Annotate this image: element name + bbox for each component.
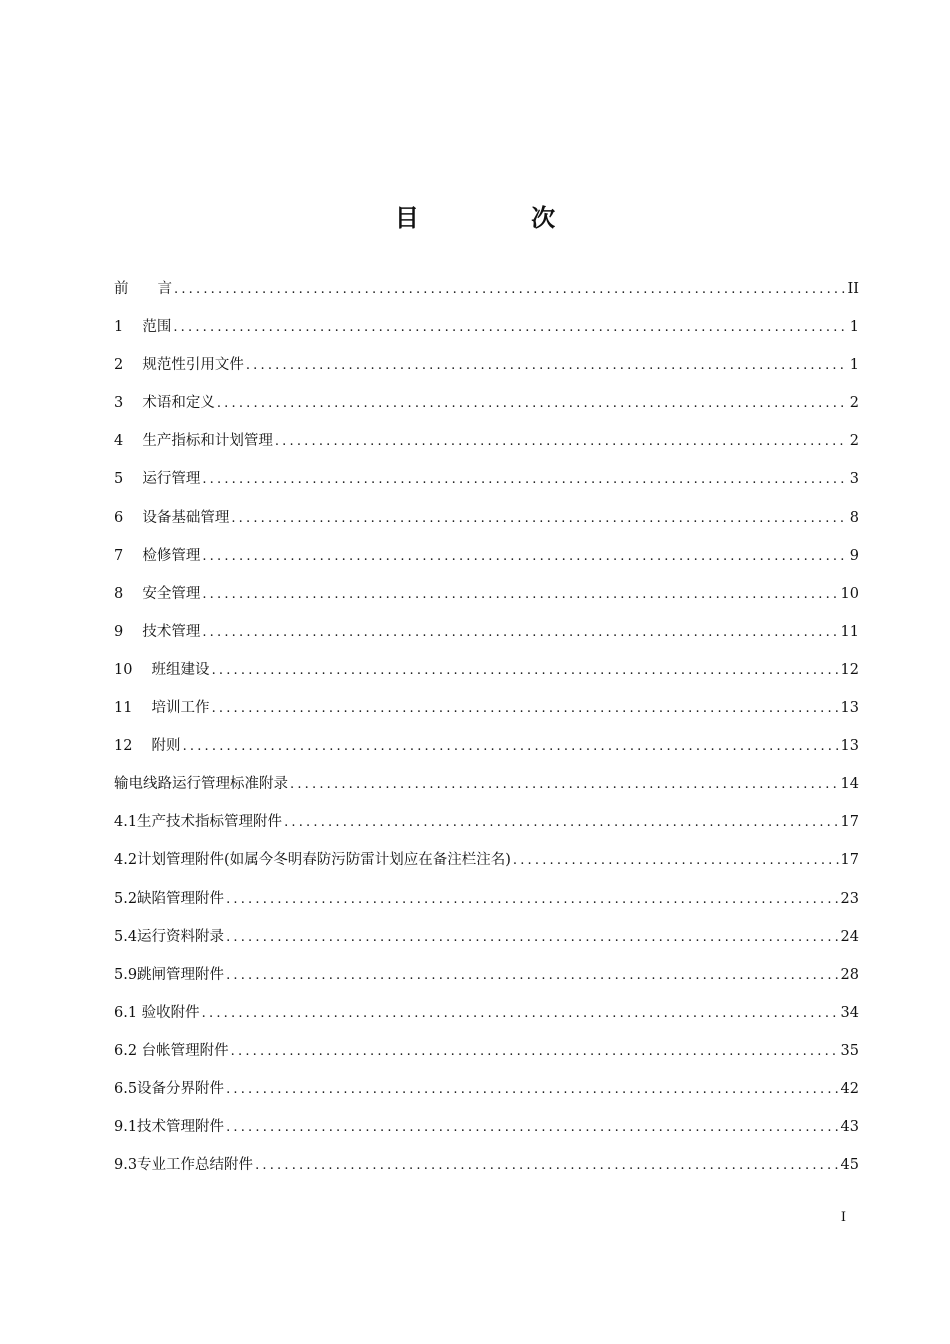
toc-entry-label: 6.2 台帐管理附件: [114, 1042, 229, 1059]
toc-leader-dots: [202, 544, 847, 570]
toc-entry[interactable]: [114, 543, 859, 581]
toc-entry[interactable]: [114, 886, 859, 924]
toc-leader-dots: [226, 925, 838, 951]
toc-entry[interactable]: [114, 505, 859, 543]
toc-entry-page: 12: [840, 661, 859, 678]
toc-entry-page: 28: [840, 966, 859, 983]
toc-entry-page: 8: [849, 509, 859, 526]
toc-leader-dots: [202, 620, 838, 646]
toc-entry-label: 1 范围: [114, 319, 172, 336]
toc-entry[interactable]: [114, 771, 859, 809]
toc-entry[interactable]: [114, 1000, 859, 1038]
toc-entry[interactable]: [114, 1152, 859, 1190]
toc-entry-page: 23: [840, 890, 859, 907]
toc-entry-page: 1: [849, 319, 859, 336]
toc-leader-dots: [226, 887, 838, 913]
toc-leader-dots: [226, 963, 838, 989]
toc-entry[interactable]: [114, 924, 859, 962]
toc-entry[interactable]: [114, 1076, 859, 1114]
toc-entry[interactable]: [114, 657, 859, 695]
toc-entry-label: 8 安全管理: [114, 585, 201, 602]
toc-entry-label: 4.1生产技术指标管理附件: [114, 814, 283, 831]
toc-entry-page: 10: [840, 585, 859, 602]
toc-leader-dots: [226, 1115, 838, 1141]
toc-entry-page: 35: [840, 1042, 859, 1059]
toc-entry-label: 7 检修管理: [114, 547, 201, 564]
toc-leader-dots: [202, 1001, 839, 1027]
toc-entry-label: 9.1技术管理附件: [114, 1119, 225, 1136]
toc-leader-dots: [202, 582, 838, 608]
toc-entry[interactable]: [114, 466, 859, 504]
toc-entry-page: 2: [849, 395, 859, 412]
toc-entry-page: 13: [840, 738, 859, 755]
toc-leader-dots: [246, 353, 848, 379]
toc-entry-page: 17: [840, 814, 859, 831]
toc-entry-label: 6.1 验收附件: [114, 1004, 200, 1021]
toc-entry-label: 4 生产指标和计划管理: [114, 433, 273, 450]
toc-entry[interactable]: [114, 1038, 859, 1076]
toc-entry-page: 3: [849, 471, 859, 488]
toc-entry-label: 4.2计划管理附件(如属今冬明春防污防雷计划应在备注栏注名): [114, 852, 511, 869]
toc-entry[interactable]: [114, 962, 859, 1000]
toc-entry-page: 2: [849, 433, 859, 450]
toc-entry-page: 34: [840, 1004, 859, 1021]
page-number: I: [840, 1210, 846, 1225]
toc-entry-label: 3 术语和定义: [114, 395, 215, 412]
page-title: 目 次: [394, 204, 608, 232]
toc-entry-page: 13: [840, 700, 859, 717]
toc-entry-label: 5 运行管理: [114, 471, 201, 488]
toc-entry-page: 14: [840, 776, 859, 793]
table-of-contents: [114, 276, 859, 1190]
toc-entry-label: 5.2缺陷管理附件: [114, 890, 225, 907]
toc-entry-page: 9: [849, 547, 859, 564]
toc-entry[interactable]: [114, 847, 859, 885]
toc-leader-dots: [275, 429, 848, 455]
toc-entry[interactable]: [114, 352, 859, 390]
toc-leader-dots: [290, 772, 839, 798]
toc-entry-label: 前 言: [114, 281, 172, 297]
toc-entry-page: 17: [840, 852, 859, 869]
toc-entry[interactable]: [114, 809, 859, 847]
toc-entry-label: 2 规范性引用文件: [114, 357, 244, 374]
toc-entry-page: II: [847, 281, 859, 297]
toc-leader-dots: [513, 848, 839, 874]
toc-leader-dots: [212, 696, 839, 722]
toc-leader-dots: [231, 506, 847, 532]
toc-entry-label: 5.4运行资料附录: [114, 928, 225, 945]
toc-entry[interactable]: [114, 733, 859, 771]
toc-entry[interactable]: [114, 314, 859, 352]
toc-entry[interactable]: [114, 581, 859, 619]
toc-entry-label: 6.5设备分界附件: [114, 1080, 225, 1097]
toc-entry-label: 11 培训工作: [114, 700, 210, 717]
toc-entry[interactable]: [114, 276, 859, 314]
toc-entry[interactable]: [114, 619, 859, 657]
toc-entry-label: 9.3专业工作总结附件: [114, 1157, 254, 1174]
toc-entry-page: 1: [849, 357, 859, 374]
toc-entry-label: 输电线路运行管理标准附录: [114, 776, 288, 793]
toc-entry-page: 43: [840, 1119, 859, 1136]
toc-entry-page: 24: [840, 928, 859, 945]
toc-entry-label: 9 技术管理: [114, 623, 201, 640]
toc-leader-dots: [255, 1153, 838, 1179]
toc-leader-dots: [174, 277, 846, 303]
toc-entry-label: 6 设备基础管理: [114, 509, 230, 526]
toc-entry[interactable]: [114, 695, 859, 733]
toc-leader-dots: [202, 467, 847, 493]
toc-entry-page: 11: [840, 623, 859, 640]
toc-entry-page: 42: [840, 1080, 859, 1097]
toc-leader-dots: [231, 1039, 839, 1065]
toc-entry-label: 5.9跳闸管理附件: [114, 966, 225, 983]
toc-entry[interactable]: [114, 428, 859, 466]
toc-leader-dots: [183, 734, 839, 760]
toc-leader-dots: [217, 391, 848, 417]
toc-entry-label: 12 附则: [114, 738, 181, 755]
toc-entry[interactable]: [114, 390, 859, 428]
toc-leader-dots: [284, 810, 838, 836]
toc-leader-dots: [226, 1077, 838, 1103]
toc-leader-dots: [212, 658, 839, 684]
toc-entry-label: 10 班组建设: [114, 661, 210, 678]
toc-leader-dots: [173, 315, 847, 341]
toc-entry-page: 45: [840, 1157, 859, 1174]
toc-entry[interactable]: [114, 1114, 859, 1152]
